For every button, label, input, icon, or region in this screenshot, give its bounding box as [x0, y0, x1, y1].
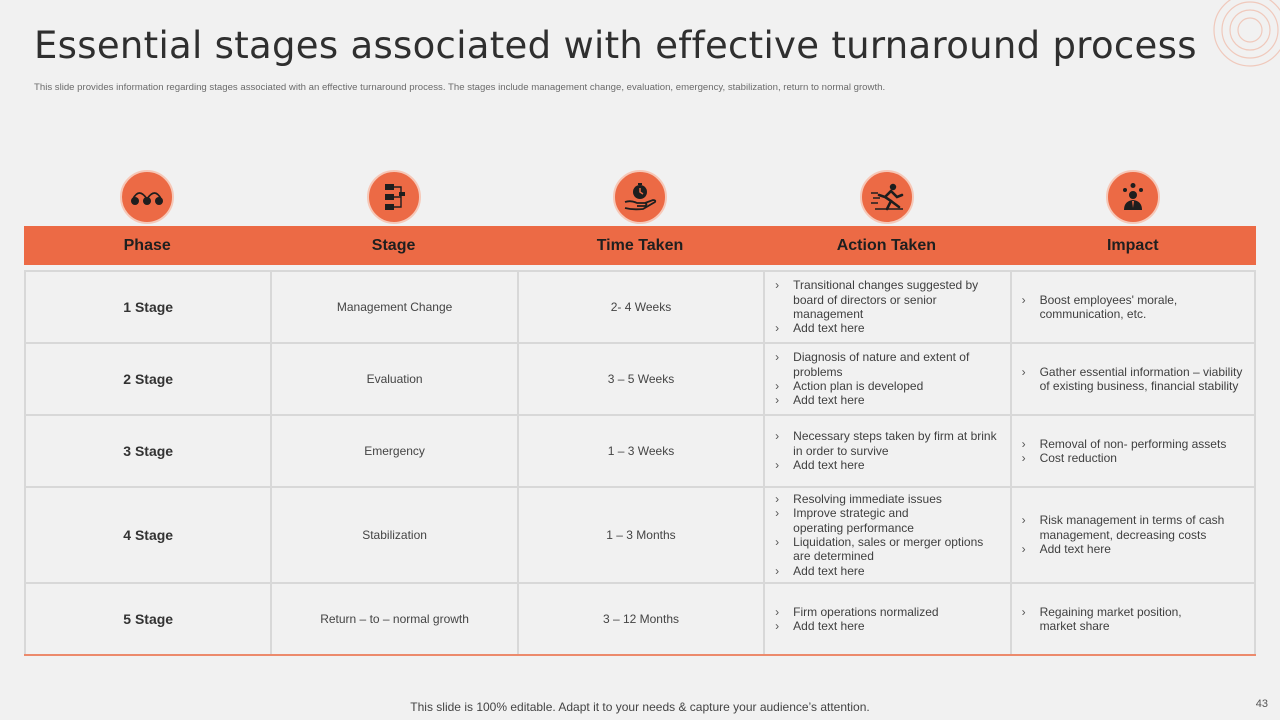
- network-nodes-icon: [120, 170, 174, 224]
- stages-table: [24, 270, 1256, 656]
- footer-note: This slide is 100% editable. Adapt it to your needs & capture your audience’s attention.: [410, 700, 870, 714]
- impact-item: › Removal of non- performing assets: [1020, 437, 1227, 451]
- action-item: › Resolving immediate issues: [773, 492, 999, 506]
- impact-item: › Add text here: [1020, 542, 1250, 556]
- action-item: › Diagnosis of nature and extent of problems: [773, 350, 973, 379]
- phase-cell: 5 Stage: [24, 584, 270, 654]
- header-time-taken: Time Taken: [596, 236, 684, 254]
- impact-cell: [1010, 584, 1256, 654]
- action-item: › Add text here: [773, 321, 1001, 335]
- time-cell: 3 – 5 Weeks: [517, 344, 763, 414]
- impact-item: › Gather essential information – viability of existing business, financial stability: [1020, 365, 1248, 394]
- action-item: › Transitional changes suggested by board of directors or senior management: [773, 278, 1001, 321]
- header-phase: Phase: [123, 236, 171, 254]
- action-item: › Add text here: [773, 458, 1003, 472]
- impact-item: › Risk management in terms of cash management, decreasing costs: [1020, 513, 1250, 542]
- stage-cell: Management Change: [270, 272, 516, 342]
- running-man-icon: [860, 170, 914, 224]
- slide-subtitle: This slide provides information regarding stages associated with an effective turnaround process. The stages include management change, evaluation, emergency, stabilization, return to normal growth.: [34, 82, 886, 93]
- stage-cell: Emergency: [270, 416, 516, 486]
- action-item: › Firm operations normalized: [773, 605, 938, 619]
- phase-cell: 4 Stage: [24, 488, 270, 582]
- impact-cell: [1010, 344, 1256, 414]
- phase-cell: 2 Stage: [24, 344, 270, 414]
- time-cell: 1 – 3 Weeks: [517, 416, 763, 486]
- time-cell: 2- 4 Weeks: [517, 272, 763, 342]
- action-cell: [763, 584, 1009, 654]
- table-header: [24, 226, 1256, 265]
- slide-title: Essential stages associated with effective turnaround process: [34, 24, 1197, 67]
- action-item: › Add text here: [773, 393, 973, 407]
- header-icons-row: [24, 170, 1256, 224]
- impact-cell: [1010, 272, 1256, 342]
- table-row: [24, 344, 1256, 416]
- phase-cell: 3 Stage: [24, 416, 270, 486]
- impact-item: › Cost reduction: [1020, 451, 1227, 465]
- impact-item: › Regaining market position, market share: [1020, 605, 1190, 634]
- header-stage: Stage: [371, 236, 416, 254]
- time-cell: 3 – 12 Months: [517, 584, 763, 654]
- time-in-hand-icon: [613, 170, 667, 224]
- action-item: › Liquidation, sales or merger options are determined: [773, 535, 999, 564]
- action-item: › Action plan is developed: [773, 379, 973, 393]
- action-cell: [763, 488, 1009, 582]
- flowchart-icon: [367, 170, 421, 224]
- action-item: › Necessary steps taken by firm at brink in order to survive: [773, 429, 1003, 458]
- impact-item: › Boost employees' morale, communication, etc.: [1020, 293, 1202, 322]
- stage-cell: Stabilization: [270, 488, 516, 582]
- table-row: [24, 584, 1256, 654]
- stage-cell: Evaluation: [270, 344, 516, 414]
- page-number: 43: [1255, 698, 1268, 710]
- impact-cell: [1010, 488, 1256, 582]
- header-action-taken: Action Taken: [836, 236, 936, 254]
- stage-cell: Return – to – normal growth: [270, 584, 516, 654]
- business-person-icon: [1106, 170, 1160, 224]
- action-cell: [763, 272, 1009, 342]
- action-item: › Add text here: [773, 619, 938, 633]
- impact-cell: [1010, 416, 1256, 486]
- table-row: [24, 416, 1256, 488]
- action-cell: [763, 344, 1009, 414]
- time-cell: 1 – 3 Months: [517, 488, 763, 582]
- concentric-circles-decoration: [1210, 0, 1280, 70]
- table-row: [24, 272, 1256, 344]
- action-cell: [763, 416, 1009, 486]
- phase-cell: 1 Stage: [24, 272, 270, 342]
- action-item: › Add text here: [773, 564, 999, 578]
- table-row: [24, 488, 1256, 584]
- header-impact: Impact: [1106, 236, 1159, 254]
- action-item: › Improve strategic and operating performance: [773, 506, 933, 535]
